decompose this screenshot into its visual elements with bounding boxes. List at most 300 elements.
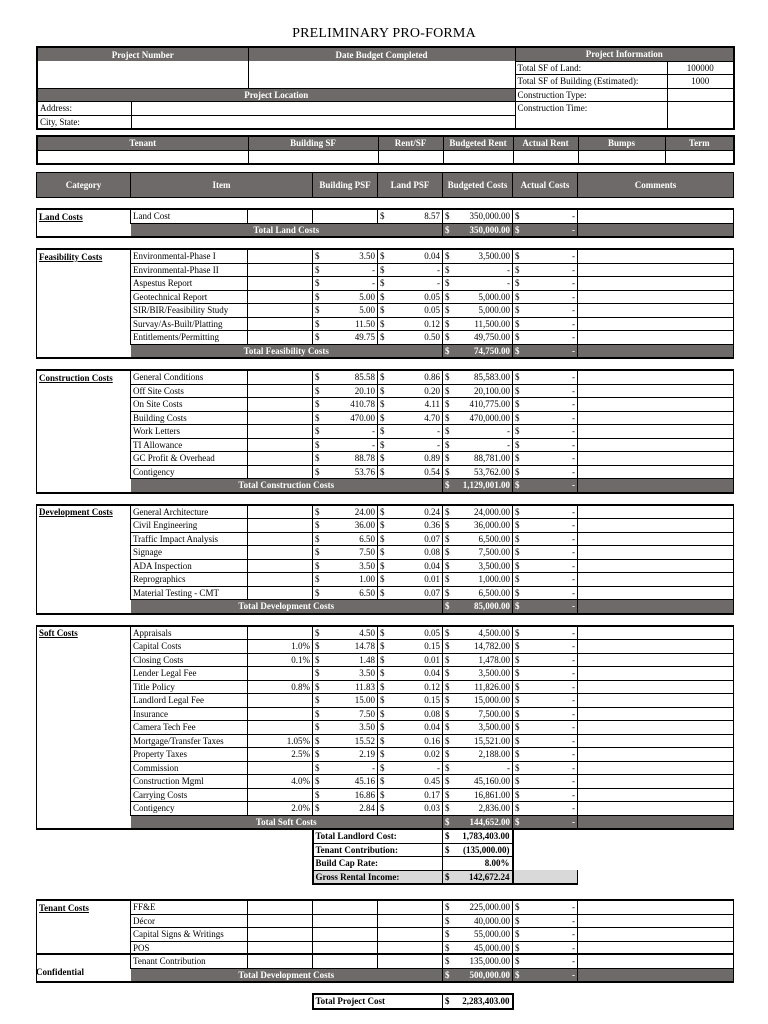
- tenant-field-5[interactable]: [578, 150, 665, 164]
- budgeted-cost: [443, 465, 513, 479]
- summary-spacer: [578, 857, 734, 871]
- address-field[interactable]: [131, 102, 515, 116]
- tenant-field-3[interactable]: [443, 150, 513, 164]
- amount: -: [572, 681, 575, 692]
- comment-field[interactable]: [578, 775, 734, 789]
- comment-field[interactable]: [578, 640, 734, 654]
- date-budget-header: Date Budget Completed: [248, 47, 515, 61]
- date-budget-field[interactable]: [248, 61, 515, 88]
- budgeted-cost: [443, 900, 513, 914]
- actual-cost: [513, 277, 578, 291]
- dollar-sign: $: [380, 278, 385, 289]
- amount: -: [507, 278, 510, 289]
- summary-row: [37, 829, 734, 843]
- amount: 8.00%: [484, 858, 510, 869]
- comment-field[interactable]: [578, 290, 734, 304]
- dollar-sign: $: [380, 533, 385, 544]
- summary-label: Build Cap Rate:: [313, 857, 443, 871]
- dollar-sign: $: [515, 506, 520, 517]
- section-total-actual: [513, 968, 578, 982]
- dollar-sign: $: [315, 681, 320, 692]
- percent-cell: [248, 398, 313, 412]
- amount: -: [437, 762, 440, 773]
- amount: 1,478.00: [478, 654, 510, 665]
- amount: -: [572, 641, 575, 652]
- section-total-value: [443, 600, 513, 614]
- comment-field[interactable]: [578, 384, 734, 398]
- item-label: Construction Mgml: [131, 775, 248, 789]
- budgeted-cost: [443, 775, 513, 789]
- summary-spacer: [513, 994, 734, 1009]
- building-psf: [313, 411, 378, 425]
- category-cell: [37, 546, 131, 560]
- actual-cost: [513, 532, 578, 546]
- amount: 350,000.00: [469, 211, 510, 222]
- percent-cell: [248, 694, 313, 708]
- dollar-sign: $: [445, 211, 450, 222]
- table-row: [37, 317, 734, 331]
- comment-field[interactable]: [578, 667, 734, 681]
- amount: 2,283,403.00: [462, 996, 510, 1007]
- dollar-sign: $: [515, 627, 520, 638]
- amount: 3,500.00: [478, 668, 510, 679]
- budgeted-cost: [443, 694, 513, 708]
- amount: 5.00: [359, 305, 375, 316]
- comment-field[interactable]: [578, 398, 734, 412]
- dollar-sign: $: [515, 915, 520, 926]
- section-total-label: Total Construction Costs: [131, 479, 443, 493]
- amount: 2,188.00: [478, 749, 510, 760]
- amount: 3.50: [359, 560, 375, 571]
- percent-cell: [248, 546, 313, 560]
- amount: 1,783,403.00: [462, 831, 510, 842]
- comment-field[interactable]: [578, 263, 734, 277]
- comment-field[interactable]: [578, 694, 734, 708]
- dollar-sign: $: [515, 224, 520, 235]
- table-row: [37, 209, 734, 223]
- dollar-sign: $: [515, 722, 520, 733]
- land-psf: [378, 452, 443, 466]
- summary-value: [443, 870, 513, 884]
- building-psf: [313, 653, 378, 667]
- project-number-header: Project Number: [37, 47, 248, 61]
- dollar-sign: $: [515, 749, 520, 760]
- percent-cell: [248, 249, 313, 263]
- spacer: [37, 884, 734, 900]
- amount: -: [572, 291, 575, 302]
- summary-label: Total Landlord Cost:: [313, 829, 443, 843]
- building-psf: [313, 425, 378, 439]
- budgeted-cost: [443, 955, 513, 969]
- dollar-sign: $: [515, 803, 520, 814]
- table-row: [37, 734, 734, 748]
- dollar-sign: $: [315, 278, 320, 289]
- comment-field[interactable]: [578, 304, 734, 318]
- category-cell: [37, 425, 131, 439]
- tenant-field-4[interactable]: [513, 150, 578, 164]
- dollar-sign: $: [315, 776, 320, 787]
- actual-cost: [513, 438, 578, 452]
- project-info-block: [36, 46, 733, 130]
- building-psf: [313, 370, 378, 384]
- dollar-sign: $: [515, 654, 520, 665]
- footer-divider: [36, 953, 733, 955]
- dollar-sign: $: [445, 466, 450, 477]
- comment-field[interactable]: [578, 721, 734, 735]
- table-row: [37, 761, 734, 775]
- building-psf: [313, 761, 378, 775]
- category-cell: [37, 586, 131, 600]
- amount: 410.78: [350, 399, 375, 410]
- budgeted-cost: [443, 452, 513, 466]
- comment-field[interactable]: [578, 277, 734, 291]
- sf-land-label: Total SF of Land:: [515, 61, 667, 75]
- dollar-sign: $: [445, 587, 450, 598]
- actual-cost: [513, 955, 578, 969]
- section-total-actual: [513, 600, 578, 614]
- comment-field[interactable]: [578, 900, 734, 914]
- amount: 225,000.00: [469, 902, 510, 913]
- dollar-sign: $: [515, 426, 520, 437]
- building-psf: [313, 209, 378, 223]
- address-label: Address:: [37, 102, 131, 116]
- comment-field[interactable]: [578, 425, 734, 439]
- tenant-field-0[interactable]: [37, 150, 248, 164]
- dollar-sign: $: [445, 831, 450, 842]
- item-label: Commission: [131, 761, 248, 775]
- amount: 6.50: [359, 533, 375, 544]
- building-psf: [313, 928, 378, 942]
- amount: 410,775.00: [469, 399, 510, 410]
- building-psf: [313, 519, 378, 533]
- comment-field[interactable]: [578, 370, 734, 384]
- actual-cost: [513, 263, 578, 277]
- comment-field[interactable]: [578, 734, 734, 748]
- comment-field[interactable]: [578, 209, 734, 223]
- percent-cell: 1.05%: [248, 734, 313, 748]
- table-row: [37, 304, 734, 318]
- land-psf: [378, 559, 443, 573]
- header-land-psf: Land PSF: [378, 173, 443, 198]
- dollar-sign: $: [445, 533, 450, 544]
- spacer: [37, 237, 734, 249]
- amount: 11,500.00: [474, 318, 510, 329]
- comment-field[interactable]: [578, 626, 734, 640]
- comment-field[interactable]: [578, 653, 734, 667]
- item-label: Signage: [131, 546, 248, 560]
- tenant-field-6[interactable]: [665, 150, 734, 164]
- table-row: [37, 559, 734, 573]
- dollar-sign: $: [380, 789, 385, 800]
- item-label: Reprographics: [131, 573, 248, 587]
- item-label: Mortgage/Transfer Taxes: [131, 734, 248, 748]
- land-psf: [378, 667, 443, 681]
- category-cell: [37, 573, 131, 587]
- item-label: Entitlements/Permitting: [131, 331, 248, 345]
- comment-field[interactable]: [578, 802, 734, 816]
- category-cell: [37, 438, 131, 452]
- dollar-sign: $: [315, 439, 320, 450]
- dollar-sign: $: [445, 654, 450, 665]
- comment-field[interactable]: [578, 505, 734, 519]
- budgeted-cost: [443, 802, 513, 816]
- dollar-sign: $: [380, 695, 385, 706]
- table-row: [37, 452, 734, 466]
- land-psf: [378, 505, 443, 519]
- dollar-sign: $: [380, 318, 385, 329]
- budgeted-cost: [443, 438, 513, 452]
- dollar-sign: $: [315, 251, 320, 262]
- building-psf: [313, 546, 378, 560]
- item-label: On Site Costs: [131, 398, 248, 412]
- tenant-col-0: Tenant: [37, 136, 248, 150]
- dollar-sign: $: [445, 681, 450, 692]
- item-label: Insurance: [131, 707, 248, 721]
- comment-field[interactable]: [578, 788, 734, 802]
- dollar-sign: $: [515, 412, 520, 423]
- dollar-sign: $: [315, 318, 320, 329]
- dollar-sign: $: [445, 399, 450, 410]
- amount: -: [572, 439, 575, 450]
- actual-cost: [513, 928, 578, 942]
- construction-time-value[interactable]: [667, 102, 734, 130]
- budgeted-cost: [443, 505, 513, 519]
- dollar-sign: $: [515, 695, 520, 706]
- comment-field[interactable]: [578, 586, 734, 600]
- actual-cost: [513, 734, 578, 748]
- dollar-sign: $: [315, 305, 320, 316]
- dollar-sign: $: [445, 453, 450, 464]
- item-label: Material Testing - CMT: [131, 586, 248, 600]
- dollar-sign: $: [380, 627, 385, 638]
- table-row: [37, 667, 734, 681]
- section-total-label: Total Land Costs: [131, 223, 443, 237]
- spacer: [37, 614, 734, 626]
- dollar-sign: $: [515, 708, 520, 719]
- amount: 0.04: [424, 722, 440, 733]
- sf-building-value[interactable]: 1000: [667, 75, 734, 89]
- amount: -: [572, 305, 575, 316]
- category-cell: [37, 694, 131, 708]
- amount: -: [572, 969, 575, 980]
- dollar-sign: $: [315, 574, 320, 585]
- land-psf: [378, 370, 443, 384]
- amount: 0.07: [424, 533, 440, 544]
- amount: -: [572, 533, 575, 544]
- actual-cost: [513, 626, 578, 640]
- tenant-field-1[interactable]: [248, 150, 378, 164]
- dollar-sign: $: [515, 574, 520, 585]
- item-label: General Conditions: [131, 370, 248, 384]
- comment-field[interactable]: [578, 452, 734, 466]
- dollar-sign: $: [515, 560, 520, 571]
- building-psf: [313, 640, 378, 654]
- actual-cost: [513, 667, 578, 681]
- category-cell: Development Costs: [37, 505, 131, 519]
- actual-cost: [513, 802, 578, 816]
- comment-field[interactable]: [578, 748, 734, 762]
- dollar-sign: $: [515, 776, 520, 787]
- confidential-label: Confidential: [36, 967, 85, 977]
- comment-field[interactable]: [578, 955, 734, 969]
- comment-field[interactable]: [578, 680, 734, 694]
- amount: -: [372, 439, 375, 450]
- actual-cost: [513, 721, 578, 735]
- actual-cost: [513, 304, 578, 318]
- amount: 1.00: [359, 574, 375, 585]
- land-psf: [378, 775, 443, 789]
- budgeted-cost: [443, 721, 513, 735]
- project-information-header: Project Information: [515, 47, 734, 61]
- actual-cost: [513, 573, 578, 587]
- dollar-sign: $: [445, 803, 450, 814]
- comment-field[interactable]: [578, 411, 734, 425]
- item-label: Décor: [131, 914, 248, 928]
- comment-field[interactable]: [578, 559, 734, 573]
- total-spacer: [37, 344, 131, 358]
- summary-blank: [513, 829, 578, 843]
- amount: -: [572, 264, 575, 275]
- project-number-field[interactable]: [37, 61, 248, 88]
- summary-spacer: [37, 857, 313, 871]
- city-state-field[interactable]: [131, 115, 515, 129]
- actual-cost: [513, 546, 578, 560]
- dollar-sign: $: [515, 816, 520, 827]
- amount: 6,500.00: [478, 533, 510, 544]
- budgeted-cost: [443, 398, 513, 412]
- amount: -: [572, 224, 575, 235]
- percent-cell: [248, 707, 313, 721]
- dollar-sign: $: [380, 749, 385, 760]
- amount: 2.19: [359, 749, 375, 760]
- comment-field[interactable]: [578, 928, 734, 942]
- summary-blank: [513, 857, 578, 871]
- amount: -: [572, 722, 575, 733]
- table-row: [37, 653, 734, 667]
- dollar-sign: $: [445, 480, 450, 491]
- item-label: POS: [131, 941, 248, 955]
- comment-field[interactable]: [578, 249, 734, 263]
- dollar-sign: $: [380, 547, 385, 558]
- header-item: Item: [131, 173, 313, 198]
- amount: 49,750.00: [474, 332, 510, 343]
- percent-cell: [248, 519, 313, 533]
- actual-cost: [513, 694, 578, 708]
- item-label: Off Site Costs: [131, 384, 248, 398]
- comment-field[interactable]: [578, 519, 734, 533]
- comment-field[interactable]: [578, 707, 734, 721]
- dollar-sign: $: [445, 708, 450, 719]
- construction-time-label: Construction Time:: [515, 102, 667, 130]
- comment-field[interactable]: [578, 532, 734, 546]
- amount: 7,500.00: [478, 547, 510, 558]
- actual-cost: [513, 317, 578, 331]
- land-psf: [378, 788, 443, 802]
- amount: 0.04: [424, 560, 440, 571]
- summary-spacer: [578, 843, 734, 857]
- percent-cell: [248, 465, 313, 479]
- comment-field[interactable]: [578, 761, 734, 775]
- comment-field[interactable]: [578, 914, 734, 928]
- amount: 0.05: [424, 291, 440, 302]
- actual-cost: [513, 788, 578, 802]
- summary-spacer: [578, 829, 734, 843]
- comment-field[interactable]: [578, 317, 734, 331]
- dollar-sign: $: [445, 996, 450, 1007]
- dollar-sign: $: [315, 627, 320, 638]
- category-cell: [37, 317, 131, 331]
- dollar-sign: $: [445, 641, 450, 652]
- category-cell: [37, 519, 131, 533]
- tenant-field-2[interactable]: [378, 150, 443, 164]
- budgeted-cost: [443, 425, 513, 439]
- dollar-sign: $: [445, 735, 450, 746]
- amount: 49.75: [354, 332, 375, 343]
- dollar-sign: $: [315, 547, 320, 558]
- amount: 45,000.00: [474, 942, 510, 953]
- actual-cost: [513, 384, 578, 398]
- amount: 15.52: [354, 735, 375, 746]
- amount: 85,000.00: [474, 601, 510, 612]
- category-cell: [37, 398, 131, 412]
- percent-cell: [248, 277, 313, 291]
- percent-cell: [248, 667, 313, 681]
- building-psf: [313, 559, 378, 573]
- dollar-sign: $: [445, 695, 450, 706]
- budgeted-cost: [443, 331, 513, 345]
- amount: 4,500.00: [478, 627, 510, 638]
- amount: 53.76: [354, 466, 375, 477]
- item-label: Contigency: [131, 465, 248, 479]
- budgeted-cost: [443, 411, 513, 425]
- sf-land-value[interactable]: 100000: [667, 61, 734, 75]
- budgeted-cost: [443, 304, 513, 318]
- land-psf: [378, 748, 443, 762]
- dollar-sign: $: [445, 956, 450, 967]
- amount: 3.50: [359, 722, 375, 733]
- section-total-row: [37, 344, 734, 358]
- amount: 5,000.00: [478, 305, 510, 316]
- comment-field[interactable]: [578, 546, 734, 560]
- budgeted-cost: [443, 626, 513, 640]
- amount: -: [572, 560, 575, 571]
- comment-field[interactable]: [578, 331, 734, 345]
- dollar-sign: $: [315, 291, 320, 302]
- comment-field[interactable]: [578, 573, 734, 587]
- amount: 4.50: [359, 627, 375, 638]
- percent-cell: [248, 559, 313, 573]
- actual-cost: [513, 640, 578, 654]
- comment-field[interactable]: [578, 438, 734, 452]
- amount: -: [572, 332, 575, 343]
- dollar-sign: $: [380, 668, 385, 679]
- dollar-sign: $: [380, 735, 385, 746]
- construction-type-value[interactable]: [667, 88, 734, 102]
- amount: -: [572, 426, 575, 437]
- budgeted-cost: [443, 573, 513, 587]
- item-label: Aspestus Report: [131, 277, 248, 291]
- summary-spacer: [37, 843, 313, 857]
- dollar-sign: $: [315, 762, 320, 773]
- amount: 24,000.00: [474, 506, 510, 517]
- dollar-sign: $: [380, 587, 385, 598]
- table-row: [37, 748, 734, 762]
- amount: -: [572, 803, 575, 814]
- item-label: Capital Costs: [131, 640, 248, 654]
- dollar-sign: $: [380, 722, 385, 733]
- comment-field[interactable]: [578, 465, 734, 479]
- amount: (135,000.00): [463, 844, 510, 855]
